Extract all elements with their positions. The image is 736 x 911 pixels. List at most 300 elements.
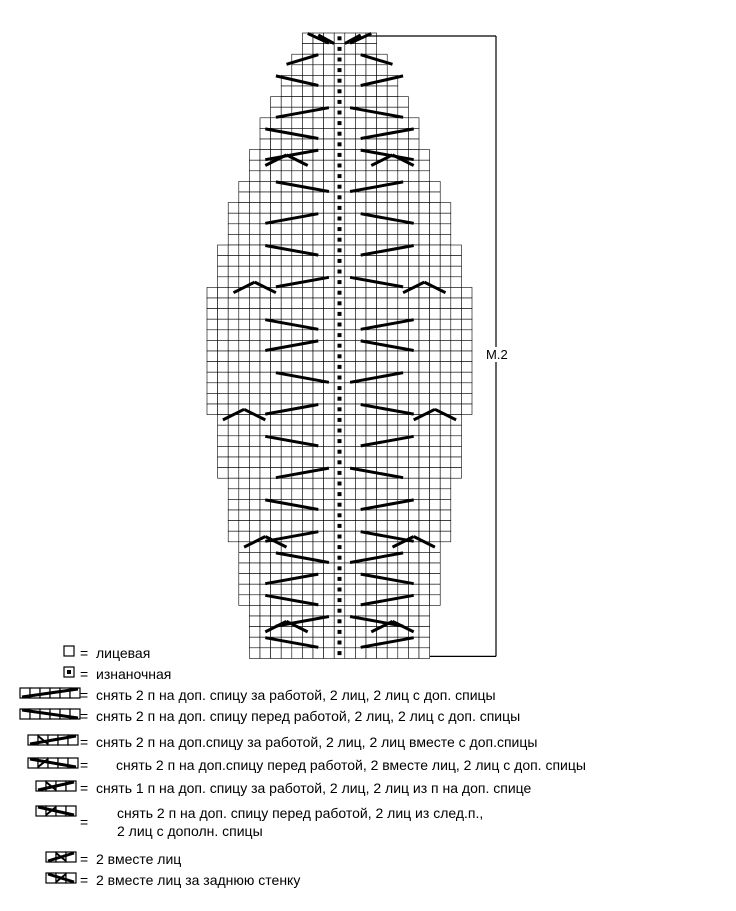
chart-cell xyxy=(260,648,271,659)
chart-cell xyxy=(345,298,356,309)
chart-cell xyxy=(239,393,250,404)
legend-equals: = xyxy=(80,666,89,682)
purl-dot xyxy=(338,566,342,570)
chart-cell xyxy=(430,446,441,457)
chart-cell xyxy=(387,192,398,203)
chart-cell xyxy=(377,425,388,436)
chart-cell xyxy=(440,203,451,214)
purl-dot xyxy=(338,439,342,443)
chart-cell xyxy=(440,372,451,383)
chart-cell xyxy=(239,192,250,203)
chart-cell xyxy=(249,340,260,351)
chart-cell xyxy=(377,489,388,500)
chart-cell xyxy=(218,319,229,330)
purl-dot xyxy=(338,132,342,136)
chart-cell xyxy=(218,425,229,436)
chart-cell xyxy=(419,446,430,457)
chart-cell xyxy=(408,446,419,457)
chart-cell xyxy=(345,457,356,468)
legend-text: снять 1 п на доп. спицу за работой, 2 лиц, 2 лиц из п на доп. спице xyxy=(96,780,532,796)
chart-cell xyxy=(451,309,462,320)
chart-cell xyxy=(387,160,398,171)
chart-cell xyxy=(218,393,229,404)
chart-cell xyxy=(207,372,218,383)
chart-cell xyxy=(366,521,377,532)
chart-cell xyxy=(345,499,356,510)
chart-cell xyxy=(239,425,250,436)
chart-cell xyxy=(260,393,271,404)
chart-cell xyxy=(355,256,366,267)
chart-cell xyxy=(419,181,430,192)
chart-cell xyxy=(228,531,239,542)
chart-cell xyxy=(387,478,398,489)
chart-cell xyxy=(281,415,292,426)
chart-cell xyxy=(218,287,229,298)
chart-cell xyxy=(228,393,239,404)
chart-cell xyxy=(408,489,419,500)
chart-cell xyxy=(239,372,250,383)
chart-cell xyxy=(408,425,419,436)
purl-dot xyxy=(338,524,342,528)
chart-cell xyxy=(345,648,356,659)
chart-cell xyxy=(355,44,366,55)
chart-cell xyxy=(408,584,419,595)
k2tog-tbl-icon xyxy=(46,873,76,883)
chart-cell xyxy=(366,542,377,553)
chart-cell xyxy=(260,457,271,468)
chart-cell xyxy=(345,393,356,404)
chart-cell xyxy=(461,383,472,394)
chart-cell xyxy=(218,340,229,351)
chart-cell xyxy=(398,383,409,394)
chart-cell xyxy=(313,160,324,171)
chart-cell xyxy=(408,298,419,309)
legend-equals: = xyxy=(80,757,89,773)
chart-cell xyxy=(398,362,409,373)
chart-cell xyxy=(271,192,282,203)
chart-cell xyxy=(419,478,430,489)
chart-cell xyxy=(398,489,409,500)
chart-cell xyxy=(345,139,356,150)
chart-cell xyxy=(324,54,335,65)
chart-cell xyxy=(355,605,366,616)
chart-cell xyxy=(239,234,250,245)
cable-3-front-inc-icon xyxy=(36,806,76,816)
chart-cell xyxy=(260,510,271,521)
chart-cell xyxy=(408,616,419,627)
chart-cell xyxy=(398,330,409,341)
chart-cell xyxy=(387,563,398,574)
chart-cell xyxy=(377,287,388,298)
chart-cell xyxy=(419,224,430,235)
purl-dot xyxy=(338,164,342,168)
chart-cell xyxy=(271,97,282,108)
chart-cell xyxy=(281,234,292,245)
purl-dot xyxy=(338,227,342,231)
chart-cell xyxy=(440,340,451,351)
cable-4-back-icon xyxy=(20,688,80,698)
chart-cell xyxy=(408,605,419,616)
chart-cell xyxy=(461,287,472,298)
chart-cell xyxy=(260,425,271,436)
chart-cell xyxy=(440,531,451,542)
chart-cell xyxy=(398,192,409,203)
chart-cell xyxy=(355,478,366,489)
chart-cell xyxy=(355,139,366,150)
purl-dot xyxy=(338,89,342,93)
purl-dot xyxy=(338,270,342,274)
chart-cell xyxy=(451,362,462,373)
chart-cell xyxy=(408,192,419,203)
chart-cell xyxy=(366,351,377,362)
chart-cell xyxy=(239,362,250,373)
chart-cell xyxy=(366,139,377,150)
chart-cell xyxy=(281,605,292,616)
chart-cell xyxy=(377,457,388,468)
chart-cell xyxy=(271,605,282,616)
chart-cell xyxy=(324,383,335,394)
purl-dot xyxy=(338,577,342,581)
legend-symbols xyxy=(20,646,80,883)
chart-cell xyxy=(260,351,271,362)
chart-cell xyxy=(377,192,388,203)
chart-cell xyxy=(377,65,388,76)
chart-cell xyxy=(302,362,313,373)
chart-cell xyxy=(408,309,419,320)
chart-cell xyxy=(419,616,430,627)
chart-cell xyxy=(324,65,335,76)
chart-cell xyxy=(313,510,324,521)
legend-text: снять 2 п на доп. спицу перед работой, 2 лиц, 2 лиц с доп. спицы xyxy=(96,708,521,724)
chart-cell xyxy=(324,266,335,277)
purl-dot xyxy=(338,79,342,83)
chart-cell xyxy=(366,393,377,404)
purl-dot xyxy=(338,365,342,369)
purl-dot xyxy=(338,535,342,539)
chart-cell xyxy=(228,489,239,500)
chart-cell xyxy=(239,383,250,394)
chart-cell xyxy=(440,457,451,468)
chart-cell xyxy=(313,256,324,267)
chart-cell xyxy=(366,648,377,659)
chart-cell xyxy=(313,203,324,214)
chart-cell xyxy=(345,605,356,616)
chart-cell xyxy=(313,563,324,574)
chart-cell xyxy=(271,457,282,468)
chart-cell xyxy=(324,393,335,404)
chart-cell xyxy=(313,266,324,277)
chart-cell xyxy=(324,245,335,256)
chart-cell xyxy=(387,266,398,277)
chart-cell xyxy=(302,521,313,532)
chart-cell xyxy=(228,351,239,362)
chart-cell xyxy=(440,478,451,489)
chart-cell xyxy=(292,542,303,553)
chart-cell xyxy=(324,478,335,489)
chart-cell xyxy=(281,86,292,97)
chart-cell xyxy=(430,468,441,479)
chart-cell xyxy=(355,521,366,532)
chart-cell xyxy=(440,309,451,320)
chart-cell xyxy=(313,65,324,76)
chart-cell xyxy=(239,584,250,595)
chart-cell xyxy=(324,256,335,267)
chart-cell xyxy=(355,510,366,521)
chart-cell xyxy=(324,489,335,500)
chart-cell xyxy=(345,192,356,203)
chart-cell xyxy=(302,287,313,298)
chart-cell xyxy=(398,234,409,245)
chart-cell xyxy=(228,330,239,341)
chart-cell xyxy=(345,637,356,648)
chart-cell xyxy=(249,150,260,161)
chart-cell xyxy=(313,393,324,404)
chart-cell xyxy=(271,298,282,309)
chart-cell xyxy=(302,192,313,203)
chart-cell xyxy=(345,266,356,277)
chart-cell xyxy=(377,139,388,150)
chart-cell xyxy=(313,446,324,457)
chart-cell xyxy=(345,234,356,245)
chart-cell xyxy=(408,542,419,553)
chart-cell xyxy=(345,309,356,320)
chart-cell xyxy=(398,425,409,436)
chart-cell xyxy=(249,256,260,267)
chart-cell xyxy=(249,489,260,500)
chart-cell xyxy=(430,340,441,351)
chart-cell xyxy=(271,330,282,341)
chart-cell xyxy=(249,277,260,288)
chart-cell xyxy=(355,234,366,245)
chart-cell xyxy=(292,446,303,457)
chart-cell xyxy=(313,521,324,532)
chart-cell xyxy=(345,542,356,553)
chart-cell xyxy=(355,192,366,203)
chart-cell xyxy=(355,118,366,129)
chart-cell xyxy=(260,468,271,479)
chart-cell xyxy=(430,309,441,320)
chart-cell xyxy=(440,521,451,532)
chart-cell xyxy=(387,171,398,182)
chart-cell xyxy=(313,457,324,468)
chart-cell xyxy=(440,256,451,267)
chart-cell xyxy=(313,584,324,595)
chart-cell xyxy=(281,393,292,404)
chart-cell xyxy=(313,287,324,298)
chart-cell xyxy=(292,457,303,468)
chart-cell xyxy=(345,319,356,330)
chart-cell xyxy=(313,627,324,638)
chart-cell xyxy=(345,118,356,129)
chart-cell xyxy=(228,256,239,267)
chart-cell xyxy=(377,446,388,457)
chart-cell xyxy=(408,256,419,267)
chart-cell xyxy=(281,627,292,638)
purl-dot xyxy=(338,429,342,433)
chart-cell xyxy=(398,309,409,320)
chart-cell xyxy=(430,298,441,309)
chart-cell xyxy=(324,499,335,510)
chart-cell xyxy=(345,287,356,298)
chart-cell xyxy=(398,203,409,214)
cable-4-back-dec-icon xyxy=(28,735,78,745)
chart-cell xyxy=(271,415,282,426)
chart-cell xyxy=(387,457,398,468)
chart-cell xyxy=(249,287,260,298)
chart-cell xyxy=(313,309,324,320)
chart-cell xyxy=(419,393,430,404)
chart-cell xyxy=(366,563,377,574)
purl-dot xyxy=(338,36,342,40)
chart-cell xyxy=(345,330,356,341)
purl-dot xyxy=(338,301,342,305)
chart-cell xyxy=(430,192,441,203)
purl-dot xyxy=(338,111,342,115)
chart-cell xyxy=(377,563,388,574)
chart-cell xyxy=(313,86,324,97)
chart-cell xyxy=(345,256,356,267)
chart-cell xyxy=(260,234,271,245)
chart-cell xyxy=(271,224,282,235)
chart-cell xyxy=(249,298,260,309)
cable-4-front-dec-icon xyxy=(28,758,78,768)
chart-cell xyxy=(451,330,462,341)
chart-cell xyxy=(419,266,430,277)
chart-cell xyxy=(271,584,282,595)
chart-cell xyxy=(292,510,303,521)
chart-cell xyxy=(440,510,451,521)
chart-cell xyxy=(419,499,430,510)
chart-cell xyxy=(430,383,441,394)
chart-cell xyxy=(324,150,335,161)
chart-cell xyxy=(302,203,313,214)
chart-cell xyxy=(461,351,472,362)
chart-cell xyxy=(408,510,419,521)
chart-cell xyxy=(260,192,271,203)
chart-cell xyxy=(249,181,260,192)
chart-cell xyxy=(387,97,398,108)
purl-dot xyxy=(338,651,342,655)
chart-cell xyxy=(260,383,271,394)
chart-cell xyxy=(398,415,409,426)
chart-cell xyxy=(302,510,313,521)
chart-cell xyxy=(313,648,324,659)
chart-cell xyxy=(451,446,462,457)
chart-cell xyxy=(377,605,388,616)
chart-cell xyxy=(324,404,335,415)
chart-cell xyxy=(302,171,313,182)
chart-cell xyxy=(408,457,419,468)
chart-cell xyxy=(228,478,239,489)
chart-cell xyxy=(260,362,271,373)
chart-cell xyxy=(239,224,250,235)
chart-cell xyxy=(239,309,250,320)
chart-cell xyxy=(313,44,324,55)
chart-cell xyxy=(292,171,303,182)
chart-cell xyxy=(249,563,260,574)
chart-cell xyxy=(313,542,324,553)
chart-cell xyxy=(228,266,239,277)
chart-cell xyxy=(324,415,335,426)
chart-cell xyxy=(228,298,239,309)
chart-cell xyxy=(451,425,462,436)
chart-cell xyxy=(387,256,398,267)
chart-cell xyxy=(292,330,303,341)
chart-cell xyxy=(228,277,239,288)
purl-dot xyxy=(338,248,342,252)
chart-cell xyxy=(324,637,335,648)
chart-cell xyxy=(324,648,335,659)
purl-dot xyxy=(338,397,342,401)
chart-cell xyxy=(345,128,356,139)
chart-cell xyxy=(239,531,250,542)
chart-cell xyxy=(377,542,388,553)
chart-cell xyxy=(345,584,356,595)
chart-cell xyxy=(355,425,366,436)
chart-cell xyxy=(207,383,218,394)
chart-cell xyxy=(324,563,335,574)
chart-cell xyxy=(461,393,472,404)
chart-cell xyxy=(355,542,366,553)
chart-cell xyxy=(440,234,451,245)
chart-cell xyxy=(430,595,441,606)
chart-cell xyxy=(398,298,409,309)
chart-cell xyxy=(313,489,324,500)
chart-cell xyxy=(324,351,335,362)
chart-cell xyxy=(387,86,398,97)
legend-text: снять 2 п на доп. спицу за работой, 2 лиц, 2 лиц с доп. спицы xyxy=(96,687,496,703)
chart-cell xyxy=(419,213,430,224)
chart-cell xyxy=(440,468,451,479)
chart-cell xyxy=(408,330,419,341)
chart-cell xyxy=(419,351,430,362)
chart-cell xyxy=(408,521,419,532)
chart-cell xyxy=(218,457,229,468)
chart-cell xyxy=(260,203,271,214)
chart-cell xyxy=(419,521,430,532)
chart-cell xyxy=(260,616,271,627)
chart-cell xyxy=(345,478,356,489)
chart-cell xyxy=(218,372,229,383)
chart-cell xyxy=(430,510,441,521)
chart-cell xyxy=(345,213,356,224)
chart-cell xyxy=(366,298,377,309)
chart-cell xyxy=(387,383,398,394)
chart-cell xyxy=(345,171,356,182)
chart-cell xyxy=(366,383,377,394)
chart-cell xyxy=(355,171,366,182)
chart-cell xyxy=(292,605,303,616)
chart-cell xyxy=(281,266,292,277)
chart-cell xyxy=(324,224,335,235)
chart-cell xyxy=(218,351,229,362)
chart-cell xyxy=(302,97,313,108)
chart-cell xyxy=(249,499,260,510)
chart-cell xyxy=(239,319,250,330)
chart-cell xyxy=(419,457,430,468)
chart-cell xyxy=(249,595,260,606)
chart-cell xyxy=(461,362,472,373)
chart-cell xyxy=(430,489,441,500)
chart-cell xyxy=(228,510,239,521)
chart-cell xyxy=(419,605,430,616)
chart-cell xyxy=(292,309,303,320)
purl-dot xyxy=(338,323,342,327)
chart-cell xyxy=(249,393,260,404)
chart-cell xyxy=(355,648,366,659)
chart-cell xyxy=(387,393,398,404)
chart-cell xyxy=(377,521,388,532)
